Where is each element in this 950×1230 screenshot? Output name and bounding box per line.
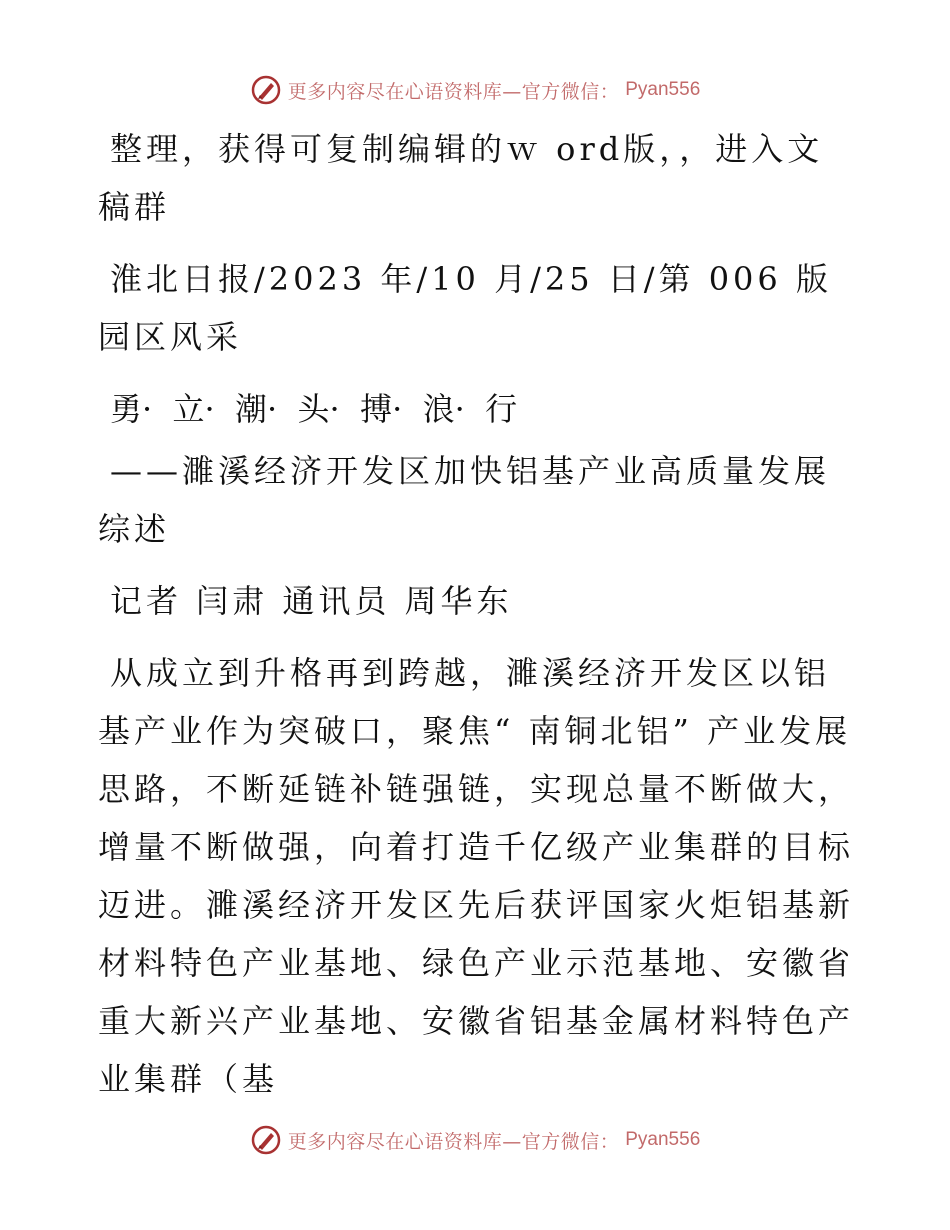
pen-logo-icon [250,1124,282,1156]
watermark-handle: Pyan556 [625,79,701,100]
intro-paragraph: 整理，获得可复制编辑的ｗ ord版，，进入文稿群 [98,130,824,226]
watermark-text: 更多内容尽在心语资料库—官方微信： [287,80,620,103]
document-body [98,120,858,1108]
byline: 记者 闫肃 通讯员 周华东 [110,582,513,620]
article-subtitle: ——濉溪经济开发区加快铝基产业高质量发展综述 [98,452,831,548]
watermark-text: 更多内容尽在心语资料库—官方微信： [287,1130,620,1153]
watermark-header [0,72,950,108]
source-line: 淮北日报/2023 年/10 月/25 日/第 006 版园区风采 [98,260,832,356]
article-title: 勇· 立· 潮· 头· 搏· 浪· 行 [110,390,518,428]
watermark-footer [0,1122,950,1158]
watermark-handle: Pyan556 [625,1129,701,1150]
pen-logo-icon [250,74,282,106]
body-paragraph: 从成立到升格再到跨越，濉溪经济开发区以铝基产业作为突破口，聚焦“ 南铜北铝” 产业发展思路，不断延链补链强链，实现总量不断做大，增量不断做强，向着打造千亿级产业集群的目标迈进。濉溪经济开发区先后获评国家火炬铝基新材料特色产业基地、绿色产业示范基地、安徽省重大新兴产业基地、安徽省铝基金属材料特色产业集群（基 [98,654,855,1098]
